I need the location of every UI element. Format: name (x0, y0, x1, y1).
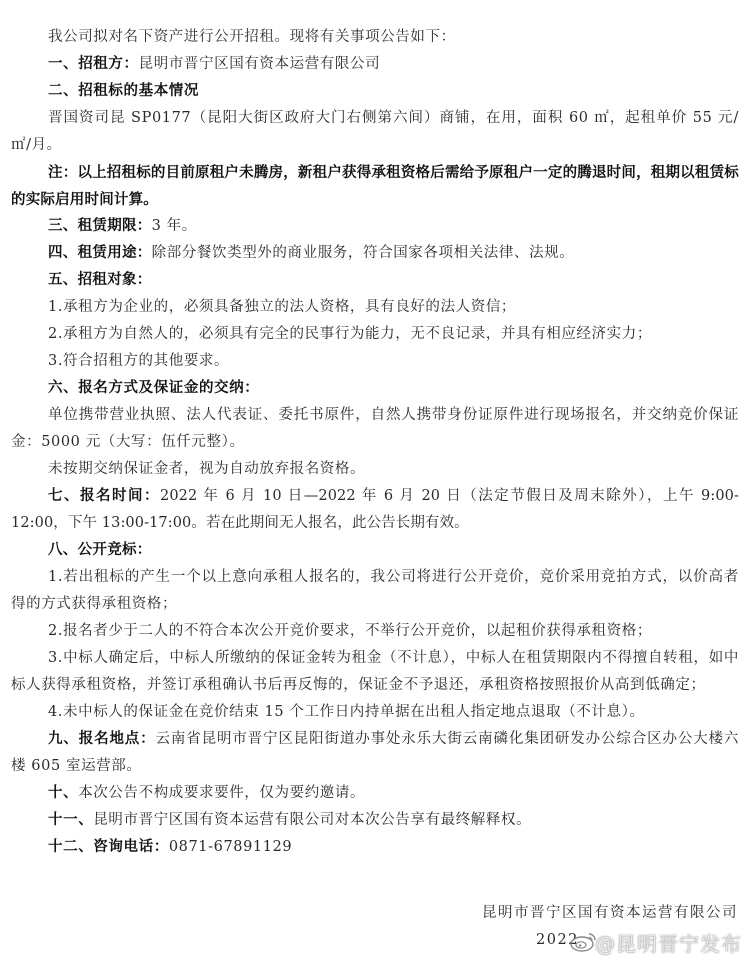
section-11-heading: 十一、 (48, 812, 94, 828)
section-7-text: 2022 年 6 月 10 日—2022 年 6 月 20 日（法定节假日及周末除外），上午 9:00-12:00，下午 13:00-17:00。若在此期间无人报名，此公告长期有效。 (11, 488, 740, 531)
section-1 (11, 51, 739, 78)
section-6-heading: 六、报名方式及保证金的交纳： (48, 380, 260, 396)
section-12-text: 0871-67891129 (168, 839, 293, 855)
section-8-item: 4.未中标人的保证金在竞价结束 15 个工作日内持单据在出租人指定地点退取（不计息）。 (48, 704, 645, 720)
section-10-text: 本次公告不构成要求要件，仅为要约邀请。 (78, 785, 366, 801)
section-3-heading: 三、租赁期限： (48, 218, 152, 234)
section-2-heading: 二、招租标的基本情况 (48, 83, 199, 99)
section-7-heading: 七、报名时间： (48, 488, 160, 504)
section-5-item: 1.承租方为企业的，必须具备独立的法人资格，具有良好的法人资信； (48, 299, 517, 315)
section-5-item: 2.承租方为自然人的，必须具有完全的民事行为能力，无不良记录，并具有相应经济实力； (48, 326, 652, 342)
section-2-text: 晋国资司昆 SP0177（昆阳大街区政府大门右侧第六间）商铺，在用，面积 60 ㎡，起租单价 55 元/㎡/月。 (11, 110, 739, 153)
section-11 (11, 807, 739, 834)
section-3 (11, 213, 739, 240)
signature-org: 昆明市晋宁区国有资本运营有限公司 (482, 905, 738, 921)
watermark-text: @昆明晋宁发布 (595, 932, 742, 956)
section-6-para-2: 未按期交纳保证金者，视为自动放弃报名资格。 (48, 461, 366, 477)
section-9-heading: 九、报名地点： (48, 731, 156, 747)
section-9 (11, 726, 739, 780)
section-7 (11, 483, 739, 537)
section-8-item: 3.中标人确定后，中标人所缴纳的保证金转为租金（不计息），中标人在租赁期限内不得擅自转租，如中标人获得承租资格，并签订承租确认书后再反悔的，保证金不予退还，承租资格按照报价从高到低确定； (11, 650, 739, 693)
section-2-note: 注：以上招租标的目前原租户未腾房，新租户获得承租资格后需给予原租户一定的腾退时间，租期以租赁标的实际启用时间计算。 (11, 164, 739, 208)
section-12 (11, 834, 739, 861)
section-1-heading: 一、招租方： (48, 56, 139, 72)
section-5-heading: 五、招租对象： (48, 272, 152, 288)
announcement-document (11, 24, 739, 861)
section-8-item: 1.若出租标的产生一个以上意向承租人报名的，我公司将进行公开竞价，竞价采用竞拍方式，以价高者得的方式获得承租资格； (11, 569, 739, 612)
section-8-heading: 八、公开竞标： (48, 542, 152, 558)
section-6-para-1: 单位携带营业执照、法人代表证、委托书原件，自然人携带身份证原件进行现场报名，并交纳竞价保证金：5000 元（大写：伍仟元整）。 (11, 407, 739, 450)
section-11-text: 昆明市晋宁区国有资本运营有限公司对本次公告享有最终解释权。 (93, 812, 532, 828)
section-4-text: 除部分餐饮类型外的商业服务，符合国家各项相关法律、法规。 (151, 245, 575, 261)
section-3-text: 3 年。 (151, 218, 197, 234)
section-10 (11, 780, 739, 807)
signature-date: 2022 (536, 932, 579, 948)
section-1-text: 昆明市晋宁区国有资本运营有限公司 (138, 56, 381, 72)
section-8-item: 2.报名者少于二人的不符合本次公开竞价要求，不举行公开竞价，以起租价获得承租资格； (48, 623, 652, 639)
section-9-text: 云南省昆明市晋宁区昆阳街道办事处永乐大街云南磷化集团研发办公综合区办公大楼六楼 605 室运营部。 (11, 731, 739, 774)
section-4-heading: 四、租赁用途： (48, 245, 152, 261)
intro-paragraph: 我公司拟对名下资产进行公开招租。现将有关事项公告如下： (48, 29, 456, 45)
section-12-heading: 十二、咨询电话： (48, 839, 169, 855)
section-4 (11, 240, 739, 267)
section-10-heading: 十、 (48, 785, 79, 801)
section-5-item: 3.符合招租方的其他要求。 (48, 353, 230, 369)
